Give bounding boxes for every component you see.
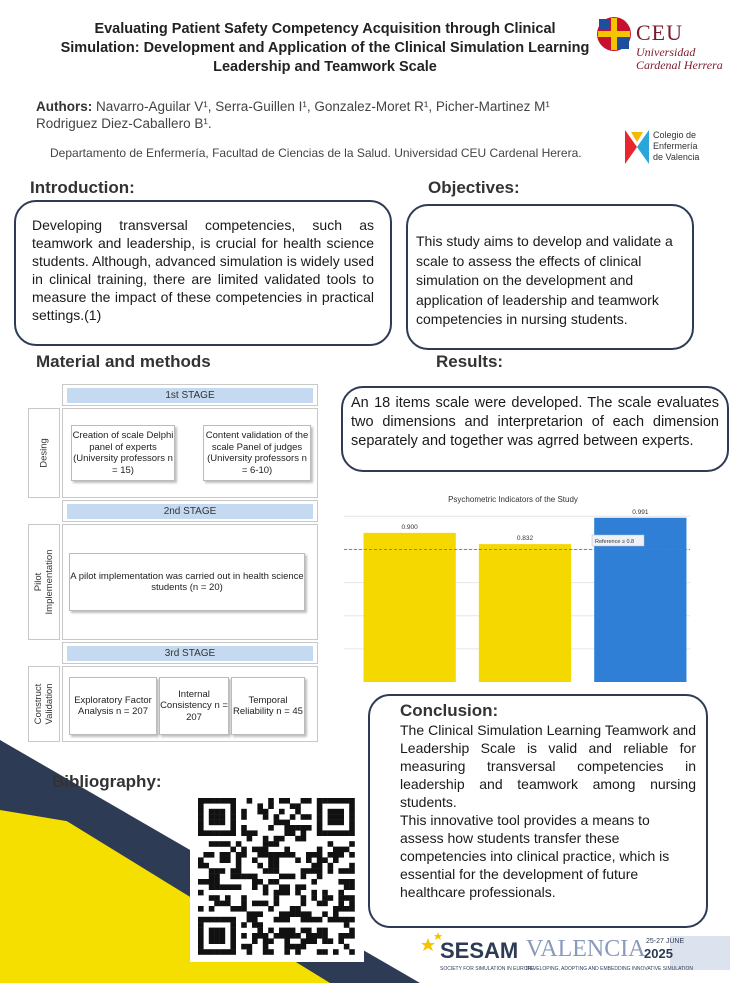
side-pilot xyxy=(28,524,60,640)
bar-value-label-1: 0.900 xyxy=(401,523,418,531)
psychometric-chart xyxy=(340,490,733,684)
bar-2 xyxy=(479,544,571,682)
temporal-reliability-box: Temporal Reliability n = 45 xyxy=(231,677,305,735)
side-pilot-line1: Pilot xyxy=(33,572,44,592)
ceu-logo xyxy=(596,16,726,90)
side-desing xyxy=(28,408,60,498)
side-construct-line1: Construct xyxy=(33,683,44,725)
creation-scale-box: Creation of scale Delphi panel of experts (University professors n = 15) xyxy=(71,425,175,481)
authors-label: Authors: xyxy=(36,99,93,114)
methods-diagram xyxy=(28,384,318,742)
stage1-panel xyxy=(62,408,318,498)
sesam-dates: 25-27 JUNE xyxy=(646,938,685,945)
bar-value-label-2: 0.832 xyxy=(516,535,534,543)
department: Departamento de Enfermería, Facultad de Ciencias de la Salud. Universidad CEU Cardenal Herera. xyxy=(50,146,582,160)
sesam-city: VALENCIA xyxy=(526,936,646,962)
methods-heading: Material and methods xyxy=(36,352,211,371)
chart-title: Psychometric Indicators of the Study xyxy=(448,495,578,504)
stage2-label: 2nd STAGE xyxy=(67,504,313,519)
stage1-label: 1st STAGE xyxy=(67,388,313,403)
stage2-header xyxy=(62,500,318,522)
introduction-box: Developing transversal competencies, such as teamwork and leadership, is crucial for health science students. Although, advanced simulation is widely used in clinical training, there are limited validated tools to measure the impact of these competencies in practical settings.(1) xyxy=(14,200,392,346)
reference-legend-label: Reference ≥ 0.8 xyxy=(595,539,635,545)
pilot-box: A pilot implementation was carried out in health science students (n = 20) xyxy=(69,553,305,611)
sesam-tag2: DEVELOPING, ADOPTING AND EMBEDDING INNOVATIVE SIMULATION xyxy=(526,966,693,972)
conclusion-p2: This innovative tool provides a means to assess how students transfer these competencies into clinical practice, which is essential for the development of future healthcare professionals. xyxy=(400,812,670,900)
side-pilot-label xyxy=(33,550,55,615)
colegio-logo xyxy=(623,128,723,168)
bibliography-qr-code[interactable] xyxy=(190,790,364,962)
side-construct xyxy=(28,666,60,742)
side-desing-label: Desing xyxy=(38,438,50,468)
side-pilot-line2: Implementation xyxy=(44,549,55,615)
stage2-panel xyxy=(62,524,318,640)
sesam-brand: SESAM xyxy=(440,938,519,963)
authors-line2: Rodriguez Diez-Caballero B¹. xyxy=(36,116,212,131)
ceu-shield-icon xyxy=(596,16,632,52)
ceu-logo-line1: Universidad xyxy=(636,45,696,59)
ceu-logo-text: CEU xyxy=(636,20,683,45)
stage3-panel xyxy=(62,666,318,742)
objectives-heading: Objectives: xyxy=(428,178,520,197)
side-construct-label xyxy=(33,683,55,724)
conclusion-p1: The Clinical Simulation Learning Teamwork and Leadership Scale is valid and reliable for measuring transversal competencies in leadership and teamwork among nursing students. xyxy=(400,722,696,810)
sesam-banner xyxy=(420,930,732,980)
authors-block xyxy=(36,98,616,132)
colegio-line1: Colegio de xyxy=(653,130,697,140)
sesam-year: 2025 xyxy=(644,946,673,961)
results-heading: Results: xyxy=(436,352,504,371)
conclusion-heading: Conclusion: xyxy=(400,701,499,720)
bibliography-heading: Bibliography: xyxy=(52,772,162,791)
bar-value-label-3: 0.991 xyxy=(632,508,649,516)
conclusion-box xyxy=(368,694,708,928)
poster-title: Evaluating Patient Safety Competency Acquisition through Clinical Simulation: Development and Application of the Clinical Simulation Learning Leadership and Teamwork Scale xyxy=(60,21,590,75)
ceu-logo-line2: Cardenal Herrera xyxy=(636,58,723,72)
authors-line1: Navarro-Aguilar V¹, Serra-Guillen I¹, Gonzalez-Moret R¹, Picher-Martinez M¹ xyxy=(96,99,550,114)
efa-box: Exploratory Factor Analysis n = 207 xyxy=(69,677,157,735)
internal-consistency-box: Internal Consistency n = 207 xyxy=(159,677,229,735)
colegio-mark-icon xyxy=(623,128,651,166)
stage1-header xyxy=(62,384,318,406)
sesam-tag1: SOCIETY FOR SIMULATION IN EUROPE xyxy=(440,966,535,972)
objectives-box: This study aims to develop and validate a scale to assess the effects of clinical simulation on the development and application of leadership and teamwork competencies in nursing students. xyxy=(406,204,694,350)
stage3-label: 3rd STAGE xyxy=(67,646,313,661)
results-box: An 18 items scale were developed. The scale evaluates two dimensions and interpretarion of each dimension separately and together was agrred between experts. xyxy=(341,386,729,472)
colegio-line3: de Valencia xyxy=(653,152,700,162)
colegio-line2: Enfermería xyxy=(653,141,698,151)
introduction-heading: Introduction: xyxy=(30,178,135,197)
stage3-header xyxy=(62,642,318,664)
bar-1 xyxy=(364,533,456,682)
side-construct-line2: Validation xyxy=(44,683,55,725)
stars-icon xyxy=(421,932,442,951)
content-validation-box: Content validation of the scale Panel of judges (University professors n = 6-10) xyxy=(203,425,311,481)
